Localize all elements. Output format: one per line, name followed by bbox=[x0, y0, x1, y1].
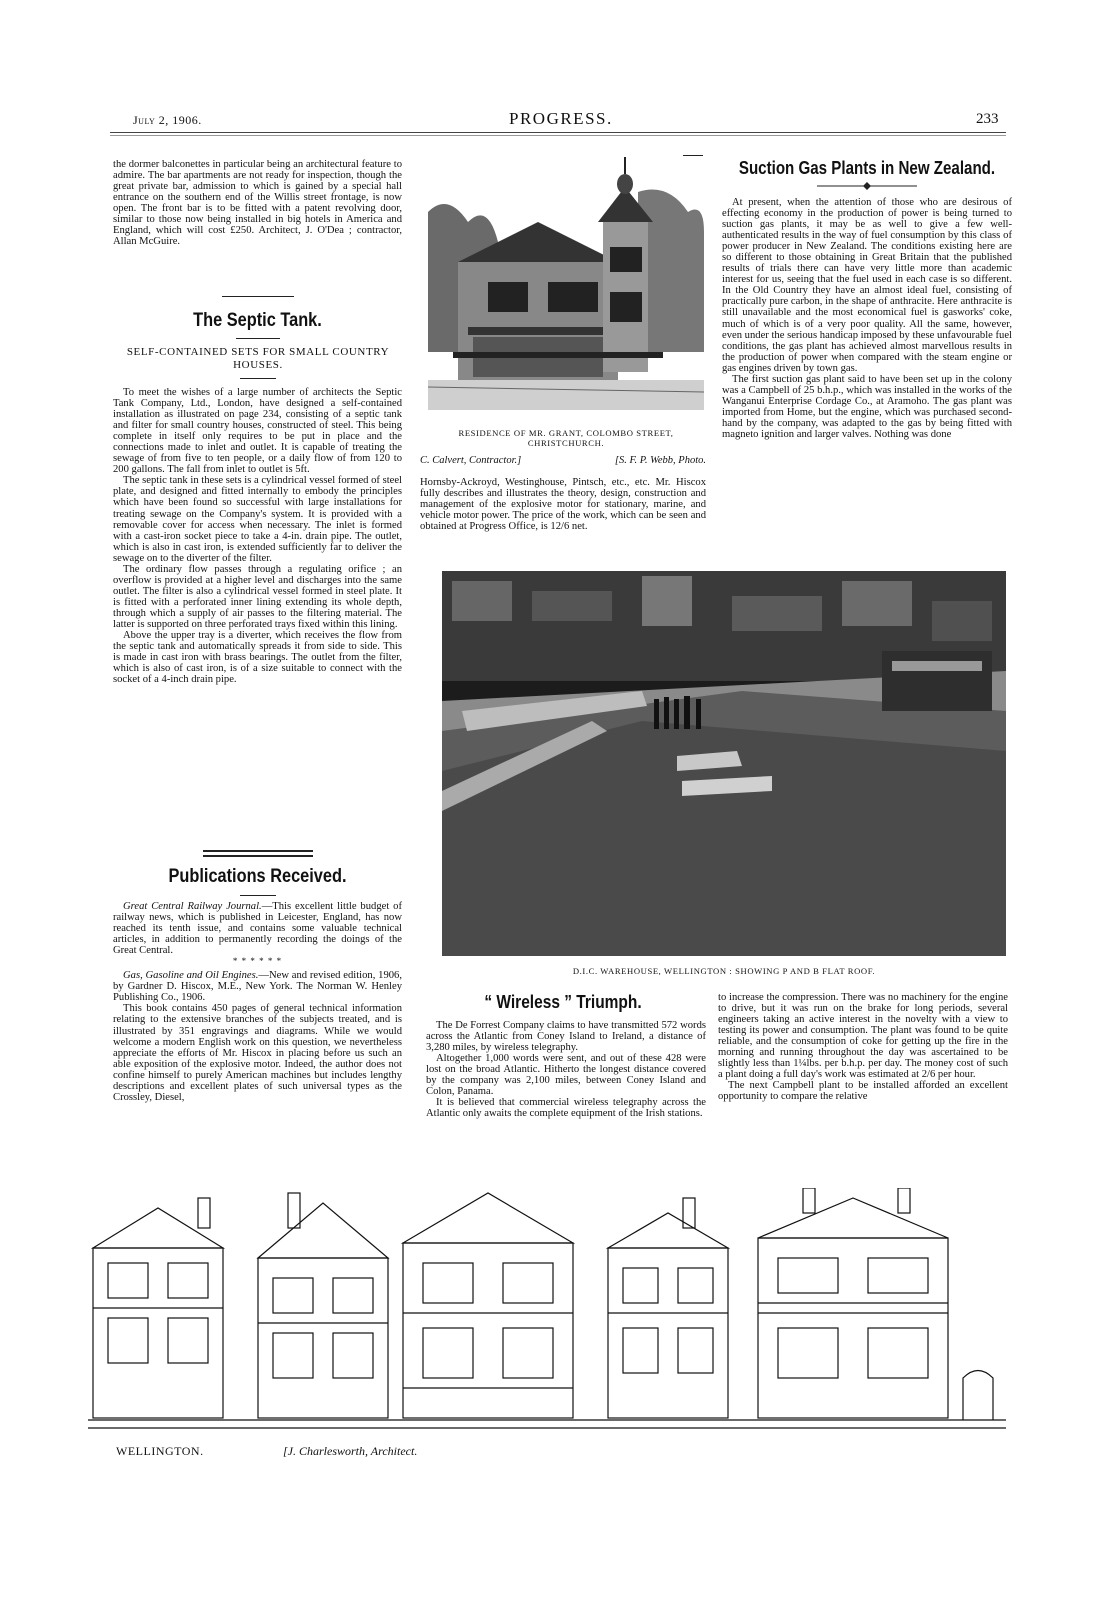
paragraph: It is believed that commercial wireless telegraphy across the Atlantic only awaits the complete equipment of the Irish stations. bbox=[426, 1097, 706, 1120]
section-divider bbox=[240, 895, 276, 896]
septic-heading: The Septic Tank. bbox=[193, 310, 322, 331]
caption-line: CHRISTCHURCH. bbox=[527, 438, 605, 448]
publications-body bbox=[113, 901, 402, 1103]
section-divider bbox=[222, 296, 294, 297]
running-date: July 2, 1906. bbox=[133, 113, 202, 127]
paragraph: Altogether 1,000 words were sent, and out of these 428 were lost on the broad Atlantic. Hitherto the longest distance covered by the company was 2,100 miles, between Coney Island and Colon, Panama. bbox=[426, 1053, 706, 1098]
hotel-continued-text: the dormer balconettes in particular being an architectural feature to admire. The bar apartments are not ready for inspection, though the great private bar, admission to which is gained by a special hall entrance on the southern end of the Willis street frontage, is now open. The front bar is to be fitted with a patent revolving door, similar to those now being installed in big hotels in America and England, which will cost £250. Architect, J. O'Dea ; contractor, Allan McGuire. bbox=[113, 159, 402, 248]
publication-title: Great Central Railway Journal. bbox=[123, 901, 262, 912]
septic-subheading: SELF-CONTAINED SETS FOR SMALL COUNTRY HOUSES. bbox=[126, 346, 390, 371]
wellington-streetscape-illustration bbox=[88, 1188, 1006, 1436]
residence-illustration bbox=[428, 152, 704, 410]
paragraph: The ordinary flow passes through a regulating orifice ; an overflow is provided at a higher level and discharges into the same outlet. The filter is also a cylindrical vessel formed in steel plate. It is fitted with a perforated inner lining extending its whole depth, through which a supply of air passes to the filtering material. The latter is supported on three perforated trays fixed within this lining. bbox=[113, 563, 402, 630]
publication-desc: —New and revised edition, 1906, by Gardner D. Hiscox, M.E., New York. The Norman W. Henley Publishing Co., 1906. bbox=[113, 970, 402, 1004]
wireless-body bbox=[426, 1020, 706, 1119]
top-rule bbox=[683, 155, 703, 156]
publication-desc: —This excellent little budget of railway news, which is published in Leicester, England, has now reached its tenth issue, and contains some valuable technical articles, in addition to permanently recording the doings of the Great Central. bbox=[113, 901, 402, 957]
paragraph: to increase the compression. There was no machinery for the engine to drive, but it was run on the brake for long periods, several engineers taking an active interest in the novelty with a view to testing its power and consumption. The plant was found to be quite reliable, and the consumption of coke for getting up the fire in the morning and running throughout the day was ascertained to be slightly less than 1¼lbs. per b.h.p. per day. The money cost of such a plant doing a full day's work was estimated at 2/6 per hour. bbox=[718, 992, 1008, 1081]
residence-caption bbox=[428, 428, 704, 448]
suction-body bbox=[722, 197, 1012, 440]
publication-entry bbox=[113, 970, 402, 1003]
publication-title: Gas, Gasoline and Oil Engines. bbox=[123, 970, 259, 982]
photo-credits bbox=[420, 455, 706, 466]
section-divider bbox=[236, 338, 280, 339]
paragraph: This book contains 450 pages of general technical information relating to the extensive branches of the subjects treated, and is illustrated by 351 engravings and diagrams. While we would welcome a modern English work on this question, we nevertheless appreciate the efforts of Mr. Hiscox in placing before us such an able exposition of the explosive motor. Indeed, the author does not confine himself to purely American machines but includes lengthy descriptions and excellent plates of such universal types as the Crossley, Diesel, bbox=[113, 1003, 402, 1103]
page-number: 233 bbox=[976, 111, 999, 127]
contractor-credit: C. Calvert, Contractor.] bbox=[420, 455, 522, 466]
caption-line: RESIDENCE OF MR. GRANT, COLOMBO STREET, bbox=[458, 428, 674, 438]
paragraph: The next Campbell plant to be installed afforded an excellent opportunity to compare the relative bbox=[718, 1080, 1008, 1103]
paragraph: The first suction gas plant said to have been set up in the colony was a Campbell of 25 b.h.p., which was installed in the works of the Wanganui Enterprise Cordage Co., at Aramoho. The gas plant was imported from Home, but the engine, which was purchased second-hand by the company, was adapted to the gas by being fitted with magneto ignition and larger valves. Nothing was done bbox=[722, 373, 1012, 440]
illustration-architect: [J. Charlesworth, Architect. bbox=[283, 1444, 418, 1458]
warehouse-photo bbox=[442, 571, 1006, 956]
septic-body bbox=[113, 387, 402, 685]
photo-credit: [S. F. P. Webb, Photo. bbox=[614, 455, 706, 466]
paragraph: The De Forrest Company claims to have transmitted 572 words across the Atlantic from Coney Island to Ireland, a distance of 3,280 miles, by wireless telegraphy. bbox=[426, 1020, 706, 1054]
publications-heading: Publications Received. bbox=[168, 866, 347, 887]
header-rule-2 bbox=[110, 135, 1006, 136]
paragraph: The septic tank in these sets is a cylindrical vessel formed of steel plate, and designed and fitted internally to embody the principles which have been found so successful with large installations for treating sewage on the Company's system. It is provided with a removable cover for access when necessary. The inlet is formed with a cast-iron socket piece to take a 4-in. drain pipe. The outlet, which is also in cast iron, is extended sufficiently far to deliver the sewage on to the diverter of the filter. bbox=[113, 475, 402, 564]
publication-entry bbox=[113, 901, 402, 956]
illustration-location: WELLINGTON. bbox=[116, 1444, 204, 1458]
paragraph: At present, when the attention of those who are desirous of effecting economy in the production of power is being turned to suction gas plants, it may be as well to give a few well-authenticated results in the way of fuel consumption by this class of power producer in New Zealand. The conditions existing here are so different to those obtaining in Great Britain that the published results of trials there can have very little more than academic interest for us, seeing that the fuel used in each case is so different. In the Old Country they have an almost ideal fuel, consisting of practically pure carbon, in the shape of anthracite. Here anthracite is still unavailable and the most economical fuel is gasworks' coke, much of which is of a very poor quality. All the same, however, even under the serious handicap imposed by these unfavourable fuel conditions, the gas plant has achieved almost marvellous results in the production of power when compared with the steam engine or gas engines driven by town gas. bbox=[722, 197, 1012, 374]
suction-heading: Suction Gas Plants in New Zealand. bbox=[738, 158, 996, 178]
paragraph: Above the upper tray is a diverter, which receives the flow from the septic tank and automatically spreads it from side to side. This is made in cast iron with brass bearings. The outlet from the filter, which is also of cast iron, is of a size suitable to connect with the socket of a 4-inch drain pipe. bbox=[113, 630, 402, 686]
warehouse-caption: D.I.C. WAREHOUSE, WELLINGTON : SHOWING P AND B FLAT ROOF. bbox=[572, 966, 876, 976]
ornament-rule bbox=[817, 182, 917, 190]
section-divider bbox=[240, 378, 276, 379]
paragraph: To meet the wishes of a large number of architects the Septic Tank Company, Ltd., London, have designed a self-contained installation as illustrated on page 234, consisting of a septic tank and filter for small country houses, constructed of steel. This being complete in itself only requires to be put in place and the connections made to inlet and outlet. It is capable of treating the sewage of from five to ten people, or a daily flow of from 120 to 200 gallons. The fall from inlet to outlet is 5ft. bbox=[113, 387, 402, 476]
asterism: * * * * * * bbox=[232, 956, 283, 967]
hiscox-continued-text: Hornsby-Ackroyd, Westinghouse, Pintsch, etc., etc. Mr. Hiscox fully describes and illustrates the theory, design, construction and management of the explosive motor for stationary, marine, and vehicle motor power. The price of the work, which can be seen and obtained at Progress Office, is 12/6 net. bbox=[420, 477, 706, 533]
double-rule bbox=[203, 850, 313, 852]
header-rule bbox=[110, 132, 1006, 133]
running-title: PROGRESS. bbox=[509, 109, 613, 128]
suction-continued bbox=[718, 992, 1008, 1102]
double-rule bbox=[203, 855, 313, 857]
wireless-heading: “ Wireless ” Triumph. bbox=[484, 992, 642, 1012]
